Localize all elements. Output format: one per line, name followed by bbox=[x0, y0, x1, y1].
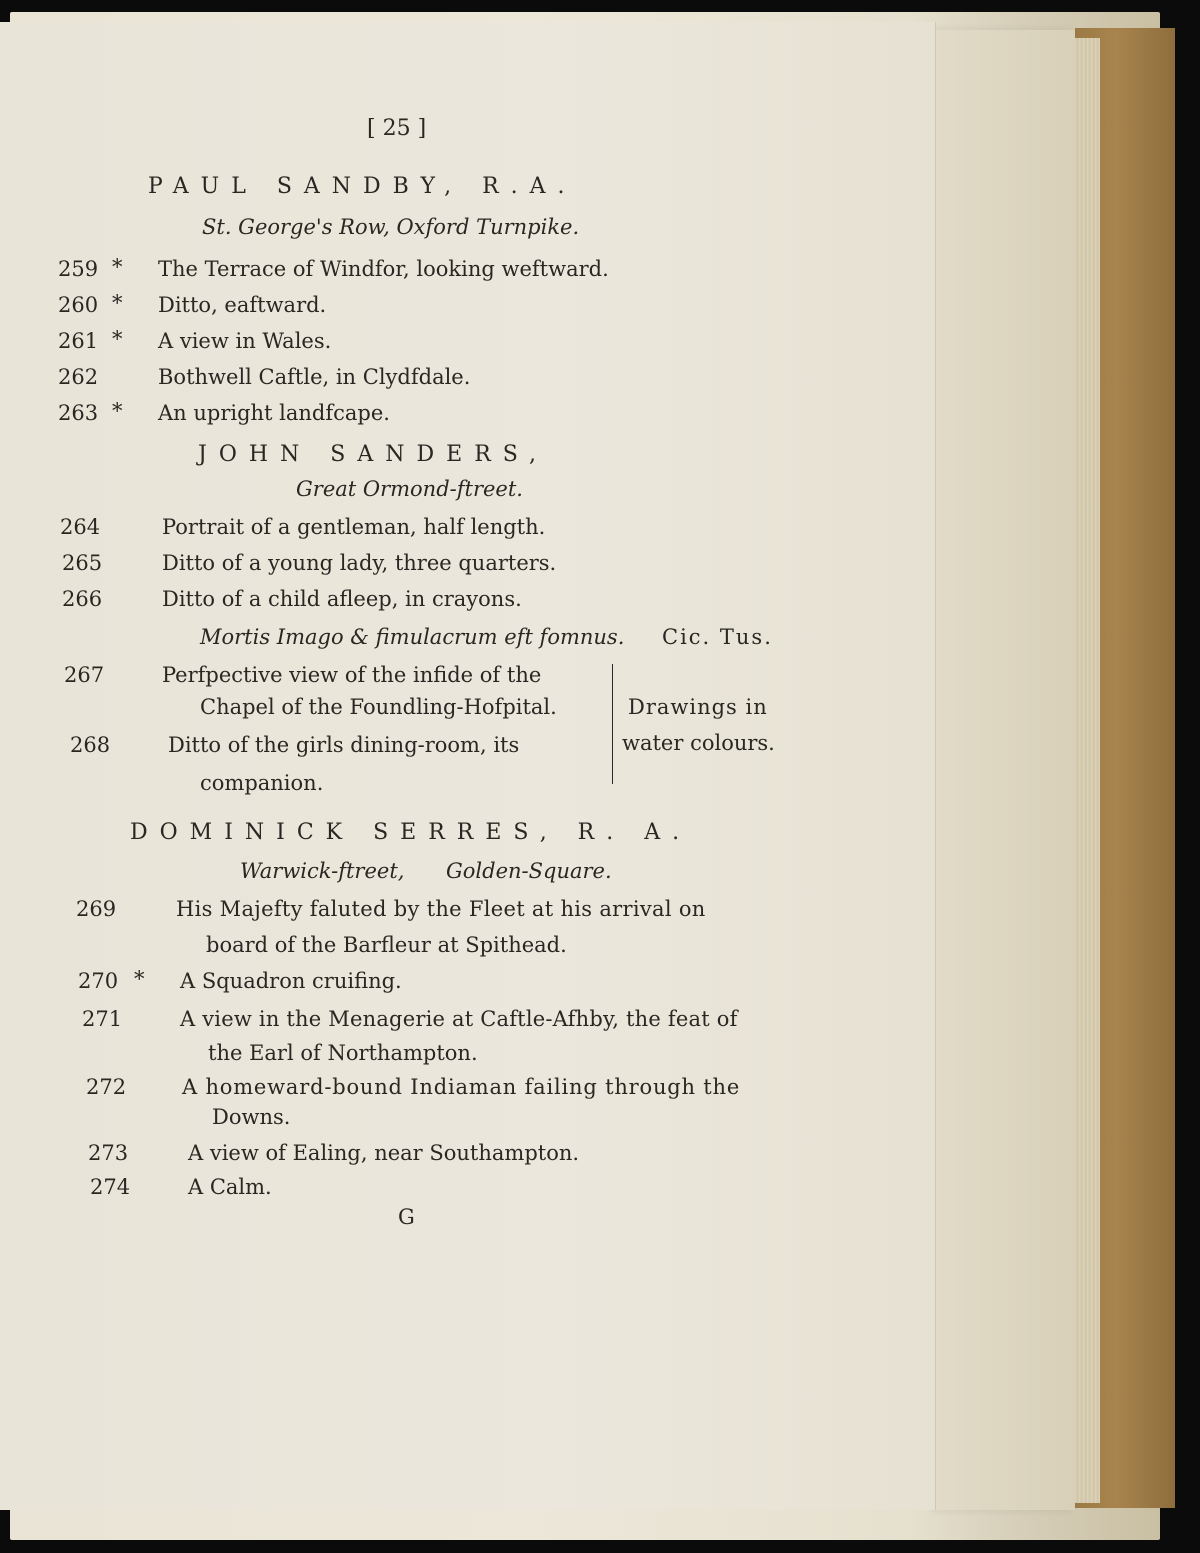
entry-number: 267 bbox=[64, 663, 105, 687]
entry-number: 263 bbox=[58, 401, 99, 425]
star-mark: * bbox=[112, 327, 123, 351]
star-mark: * bbox=[112, 399, 123, 423]
entry-title: Perfpective view of the infide of the bbox=[162, 663, 542, 687]
artist-address: St. George's Row, Oxford Turnpike. bbox=[202, 215, 580, 239]
entry-title: Ditto of the girls dining-room, its bbox=[168, 733, 520, 757]
entry-title: Bothwell Caftle, in Clydfdale. bbox=[158, 365, 471, 389]
entry-title: A Calm. bbox=[188, 1175, 272, 1199]
entry-title: The Terrace of Windfor, looking weftward. bbox=[158, 257, 609, 281]
entry-title: A view in the Menagerie at Caftle-Afhby, the feat of bbox=[180, 1007, 738, 1031]
entry-title: Ditto, eaftward. bbox=[158, 293, 327, 317]
entry-number: 272 bbox=[86, 1075, 127, 1099]
entry-number: 270 bbox=[78, 969, 119, 993]
entry-number: 268 bbox=[70, 733, 111, 757]
entry-title-continued: Downs. bbox=[212, 1105, 291, 1129]
grouping-brace bbox=[612, 664, 613, 784]
entry-number: 262 bbox=[58, 365, 99, 389]
artist-heading: JOHN SANDERS, bbox=[198, 442, 549, 467]
latin-quote: Mortis Imago & fimulacrum eft fomnus. bbox=[200, 625, 625, 649]
quote-source: Cic. Tus. bbox=[662, 625, 773, 649]
page-number: [ 25 ] bbox=[367, 116, 427, 141]
signature-mark: G bbox=[398, 1205, 415, 1229]
artist-address: Warwick-ftreet, bbox=[240, 859, 405, 883]
catalogue-page bbox=[0, 22, 936, 1510]
entry-title: A Squadron cruifing. bbox=[180, 969, 402, 993]
brace-note: Drawings in bbox=[628, 695, 768, 719]
entry-title-continued: companion. bbox=[200, 771, 324, 795]
entry-title: Ditto of a child afleep, in crayons. bbox=[162, 587, 522, 611]
artist-heading: PAUL SANDBY, R.A. bbox=[148, 174, 577, 199]
star-mark: * bbox=[134, 967, 145, 991]
entry-number: 260 bbox=[58, 293, 99, 317]
star-mark: * bbox=[112, 255, 123, 279]
entry-title: His Majefty faluted by the Fleet at his arrival on bbox=[176, 897, 706, 921]
entry-title: A view of Ealing, near Southampton. bbox=[188, 1141, 580, 1165]
facing-leaf bbox=[935, 30, 1075, 1510]
entry-title-continued: the Earl of Northampton. bbox=[208, 1041, 478, 1065]
entry-title: A homeward-bound Indiaman failing through the bbox=[182, 1075, 741, 1099]
entry-title: Portrait of a gentleman, half length. bbox=[162, 515, 546, 539]
star-mark: * bbox=[112, 291, 123, 315]
entry-title: A view in Wales. bbox=[158, 329, 332, 353]
entry-number: 264 bbox=[60, 515, 101, 539]
entry-title-continued: Chapel of the Foundling-Hofpital. bbox=[200, 695, 557, 719]
entry-number: 261 bbox=[58, 329, 99, 353]
entry-title-continued: board of the Barfleur at Spithead. bbox=[206, 933, 567, 957]
entry-title: An upright landfcape. bbox=[158, 401, 390, 425]
entry-number: 274 bbox=[90, 1175, 131, 1199]
brace-note: water colours. bbox=[622, 731, 775, 755]
entry-number: 273 bbox=[88, 1141, 129, 1165]
entry-title: Ditto of a young lady, three quarters. bbox=[162, 551, 557, 575]
entry-number: 259 bbox=[58, 257, 99, 281]
artist-heading: DOMINICK SERRES, R. A. bbox=[130, 820, 692, 845]
entry-number: 271 bbox=[82, 1007, 123, 1031]
artist-address: Great Ormond-ftreet. bbox=[296, 477, 523, 501]
entry-number: 265 bbox=[62, 551, 103, 575]
entry-number: 266 bbox=[62, 587, 103, 611]
entry-number: 269 bbox=[76, 897, 117, 921]
artist-address: Golden-Square. bbox=[446, 859, 612, 883]
